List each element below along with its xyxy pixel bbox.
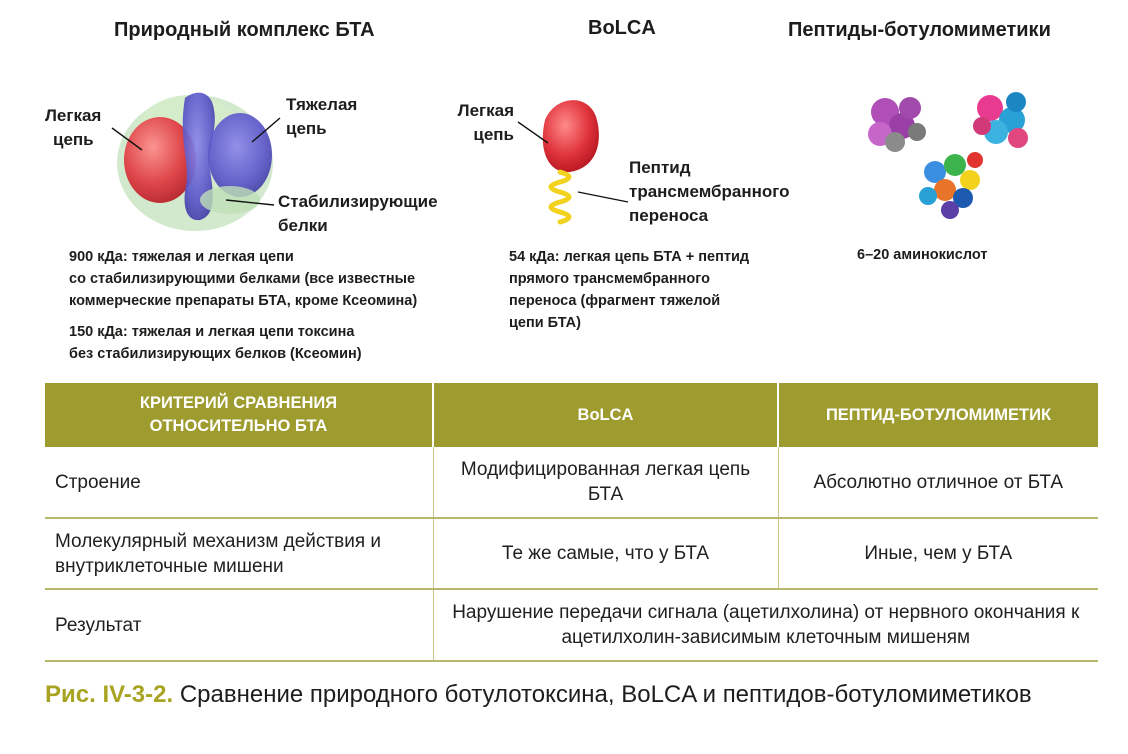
peptide-cluster-pink-blue	[973, 92, 1028, 148]
bolca-desc: 54 кДа: легкая цепь БТА + пептид прямого трансмембранного переноса (фрагмент тяжелой цепи БТА)	[509, 249, 750, 331]
peptides-desc: 6–20 аминокислот	[857, 247, 988, 263]
criterion-cell: Результат	[45, 589, 433, 661]
heavy-chain-shape	[208, 113, 272, 197]
peptide-cell: Иные, чем у БТА	[778, 518, 1098, 589]
criterion-cell: Молекулярный механизм действия и внутриклеточные мишени	[45, 518, 433, 589]
header-bolca: BoLCA	[433, 383, 778, 447]
heavy-chain-label: Тяжелая цепь	[286, 95, 358, 138]
natural-light-chain-label: Легкая цепь	[45, 106, 102, 149]
bolca-cell: Модифицированная легкая цепь БТА	[433, 447, 778, 518]
peptide-cluster-multicolor	[919, 152, 983, 219]
comparison-table	[45, 383, 1098, 662]
caption-text: Сравнение природного ботулотоксина, BoLCA и пептидов-ботуломиметиков	[179, 681, 1032, 708]
figure-caption	[45, 678, 1105, 711]
peptide-pointer	[578, 192, 628, 202]
bolca-cell: Те же самые, что у БТА	[433, 518, 778, 589]
figure-label: Рис. IV-3-2.	[45, 681, 174, 708]
table-row	[45, 589, 1098, 661]
natural-complex-desc-900: 900 кДа: тяжелая и легкая цепи со стабилизирующими белками (все известные коммерческие препараты БТА, кроме Ксеомина)	[69, 249, 418, 309]
table-row	[45, 447, 1098, 518]
peptide-cluster-purple	[868, 97, 926, 152]
natural-complex-title: Природный комплекс БТА	[114, 19, 375, 41]
header-peptide: ПЕПТИД-БОТУЛОМИМЕТИК	[778, 383, 1098, 447]
natural-complex-desc-150: 150 кДа: тяжелая и легкая цепи токсина без стабилизирующих белков (Ксеомин)	[69, 324, 362, 362]
table-row	[45, 518, 1098, 589]
header-criterion: КРИТЕРИЙ СРАВНЕНИЯ ОТНОСИТЕЛЬНО БТА	[45, 383, 433, 447]
bta-complex-molecule	[117, 93, 273, 231]
transmembrane-peptide-label: Пептид трансмембранного переноса	[629, 158, 790, 225]
bolca-light-chain-label: Легкая цепь	[457, 101, 514, 144]
bolca-title: BoLCA	[588, 17, 656, 39]
peptide-cell: Абсолютно отличное от БТА	[778, 447, 1098, 518]
table-header-row	[45, 383, 1098, 447]
peptides-title: Пептиды-ботуломиметики	[788, 19, 1051, 41]
criterion-cell: Строение	[45, 447, 433, 518]
stabilizing-proteins-label: Стабилизирующие белки	[278, 192, 438, 235]
merged-result-cell: Нарушение передачи сигнала (ацетилхолина) от нервного окончания к ацетилхолин-зависимым клеточным мишеням	[433, 589, 1098, 661]
botulomimetic-peptides	[868, 92, 1028, 219]
bolca-molecule	[543, 100, 599, 222]
peptide-helix	[551, 172, 569, 222]
